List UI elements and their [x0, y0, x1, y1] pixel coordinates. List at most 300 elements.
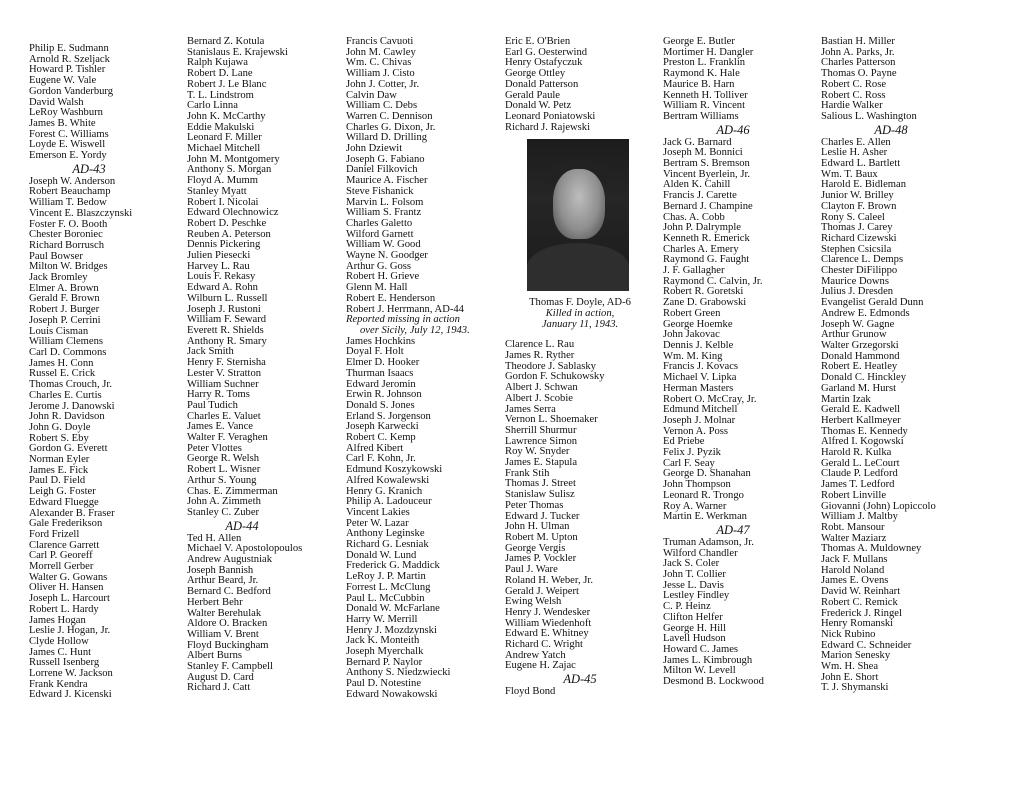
name-entry: William R. Vincent: [663, 100, 746, 112]
name-entry: Robert J. Burger: [29, 304, 100, 316]
name-entry: Joseph W. Anderson: [29, 175, 116, 187]
name-entry: Robert J. Le Blanc: [187, 78, 267, 90]
name-entry: William C. Debs: [346, 100, 418, 112]
name-entry: Ted H. Allen: [187, 532, 242, 544]
name-entry: Harvey L. Rau: [187, 260, 250, 272]
name-entry: Walter Maziarz: [821, 532, 887, 544]
name-entry: Arthur Grunow: [821, 329, 887, 341]
name-entry: George E. Butler: [663, 36, 735, 47]
name-entry: Stanley F. Campbell: [187, 661, 273, 673]
portrait-shoulders: [527, 243, 629, 291]
name-entry: James H. Conn: [29, 357, 94, 369]
name-entry: William S. Frantz: [346, 207, 422, 219]
name-entry: Edmund Mitchell: [663, 404, 738, 416]
name-entry: Henry F. Sternisha: [187, 357, 266, 369]
name-entry: Anthony S. Morgan: [187, 164, 272, 176]
name-entry: Philip E. Sudmann: [29, 43, 109, 54]
name-entry: Edward J. Kicenski: [29, 689, 112, 701]
name-entry: Carl D. Commons: [29, 346, 107, 358]
name-entry: John M. Montgomery: [187, 153, 280, 165]
name-entry: Maurice A. Fischer: [346, 175, 428, 187]
name-entry: Philip A. Ladouceur: [346, 496, 432, 508]
name-entry: Felix J. Pyzik: [663, 447, 721, 459]
name-entry: Russell Isenberg: [29, 657, 100, 669]
name-entry: Raymond K. Hale: [663, 68, 740, 80]
name-list: [29, 44, 179, 162]
name-entry: Robt. Mansour: [821, 521, 885, 533]
name-entry: Andrew Yatch: [505, 649, 566, 661]
name-entry: Hardie Walker: [821, 100, 883, 112]
name-entry: Henry Ostafyczuk: [505, 57, 583, 69]
name-entry: Chester DiFilippo: [821, 265, 898, 277]
name-entry: Reuben A. Peterson: [187, 228, 271, 240]
name-entry: Wm. H. Shea: [821, 661, 879, 673]
name-entry: Frank Stih: [505, 467, 550, 479]
name-entry: Francis J. Carette: [663, 190, 737, 202]
name-entry: J. F. Gallagher: [663, 265, 725, 277]
name-entry: Vernon A. Poss: [663, 425, 729, 437]
name-entry: Aldore O. Bracken: [187, 618, 268, 630]
name-entry: Paul J. Ware: [505, 564, 558, 576]
name-entry: Henry J. Wendesker: [505, 606, 591, 618]
section-header-ad-46: AD-46: [716, 122, 750, 137]
name-entry: James E. Vance: [187, 421, 253, 433]
name-entry: C. P. Heinz: [663, 601, 711, 613]
name-entry: Calvin Daw: [346, 89, 397, 101]
name-entry: William Wiedenhoft: [505, 617, 592, 629]
name-list: [505, 340, 657, 672]
name-entry: David W. Reinhart: [821, 586, 901, 598]
name-entry: Henry J. Mozdzynski: [346, 624, 437, 636]
name-entry: Jack K. Monteith: [346, 635, 420, 647]
name-entry: Walter Grzegorski: [821, 339, 899, 351]
name-entry: John A. Zimmeth: [187, 496, 261, 508]
portrait-face: [553, 169, 605, 239]
name-entry: James L. Kimbrough: [663, 654, 753, 666]
name-entry: George D. Shanahan: [663, 468, 751, 480]
name-entry: Edward Olechnowicz: [187, 207, 279, 219]
name-entry: Julien Piesecki: [187, 250, 251, 262]
name-entry: Oliver H. Hansen: [29, 582, 104, 594]
name-entry: Frederick J. Ringel: [821, 607, 902, 619]
name-entry: William Suchner: [187, 378, 259, 390]
name-entry: LeRoy Washburn: [29, 107, 103, 119]
name-entry: Paul D. Field: [29, 475, 86, 487]
name-entry: William J. Maltby: [821, 511, 898, 523]
name-entry: Evangelist Gerald Dunn: [821, 297, 924, 309]
name-entry: Robert R. Goretski: [663, 286, 744, 298]
name-entry: Anthony S. Niedzwiecki: [346, 667, 451, 679]
name-entry: Robert E. Henderson: [346, 292, 436, 304]
name-entry: Ford Frizell: [29, 528, 80, 540]
name-entry: Earl G. Oesterwind: [505, 46, 588, 58]
name-entry: David Walsh: [29, 96, 84, 108]
name-entry: Stanislaw Sulisz: [505, 489, 575, 501]
name-entry: Warren C. Dennison: [346, 110, 433, 122]
name-entry: Robert D. Peschke: [187, 217, 267, 229]
name-entry: Norman Eyler: [29, 454, 90, 466]
name-entry: Ed Priebe: [663, 436, 705, 448]
name-entry: Floyd Buckingham: [187, 639, 269, 651]
name-entry: Ralph Kujawa: [187, 57, 248, 69]
name-entry: Robert J. Herrmann, AD-44: [346, 303, 464, 315]
memorial-portrait-photo: [527, 139, 629, 291]
name-entry: Raymond G. Faught: [663, 254, 750, 266]
name-entry: William V. Brent: [187, 628, 259, 640]
name-entry: Thomas Crouch, Jr.: [29, 379, 112, 391]
name-entry: Donald C. Hinckley: [821, 372, 907, 384]
name-entry: Truman Adamson, Jr.: [663, 536, 754, 548]
name-entry: Nick Rubino: [821, 628, 876, 640]
name-entry: James E. Fick: [29, 464, 89, 476]
name-entry: Gerald F. Brown: [29, 293, 100, 305]
name-entry: James E. Stapula: [505, 457, 578, 469]
name-entry: Robert D. Lane: [187, 68, 253, 80]
name-entry: George R. Welsh: [187, 453, 260, 465]
name-entry: James Hogan: [29, 614, 86, 626]
name-entry: Edward E. Whitney: [505, 628, 589, 640]
name-entry: Gerald Paule: [505, 89, 561, 101]
name-entry: Desmond B. Lockwood: [663, 676, 764, 688]
missing-note-line-2: over Sicily, July 12, 1943.: [360, 324, 470, 336]
name-entry: Leonard Poniatowski: [505, 110, 596, 122]
name-entry: Michael V. Lipka: [663, 372, 737, 384]
section-header-ad-45: AD-45: [563, 672, 597, 687]
name-entry: Wayne N. Goodger: [346, 250, 428, 262]
name-entry: Wilford Chandler: [663, 547, 738, 559]
name-entry: Edward Nowakowski: [346, 688, 438, 700]
name-entry: Paul Bowser: [29, 250, 83, 262]
name-entry: Richard Borrusch: [29, 239, 105, 251]
name-entry: Vincent E. Blaszczynski: [29, 207, 133, 219]
name-entry: Glenn M. Hall: [346, 282, 408, 294]
name-entry: James B. White: [29, 117, 96, 129]
name-entry: August D. Card: [187, 671, 254, 683]
name-entry: Wm. C. Chivas: [346, 57, 412, 69]
name-entry: Everett R. Shields: [187, 324, 264, 336]
name-entry: James Serra: [505, 403, 556, 415]
name-entry: Robert C. Kemp: [346, 432, 416, 444]
name-entry: Robert Linville: [821, 489, 887, 501]
name-list: [821, 138, 991, 695]
name-entry: William F. Seward: [187, 314, 267, 326]
name-entry: Vernon L. Shoemaker: [505, 414, 598, 426]
name-entry: Eric E. O'Brien: [505, 36, 571, 47]
name-entry: Bertram Williams: [663, 110, 739, 122]
name-entry: Jack Smith: [187, 346, 234, 358]
name-entry: George Hoemke: [663, 318, 733, 330]
name-entry: John Dziewit: [346, 143, 403, 155]
name-entry: Joseph G. Fabiano: [346, 153, 425, 165]
name-list: [187, 534, 337, 695]
name-entry: James T. Ledford: [821, 479, 895, 491]
name-entry: Frank Kendra: [29, 678, 88, 690]
name-entry: Carlo Linna: [187, 100, 238, 112]
name-entry: Lorrene W. Jackson: [29, 668, 113, 680]
column-3: [346, 37, 498, 701]
name-entry: Peter Vlottes: [187, 442, 242, 454]
name-entry: Richard C. Wright: [505, 639, 583, 651]
name-entry: Donald W. Lund: [346, 549, 417, 561]
name-entry: Edward Fluegge: [29, 496, 99, 508]
name-entry: Richard G. Lesniak: [346, 539, 429, 551]
name-entry: Edward C. Schneider: [821, 639, 912, 651]
name-entry: Alfred I. Kogowski: [821, 436, 904, 448]
name-entry: Wm. T. Baux: [821, 168, 878, 180]
name-entry: Julius J. Dresden: [821, 286, 894, 298]
name-entry: Dennis J. Kelble: [663, 339, 734, 351]
name-entry: Alfred Kibert: [346, 442, 404, 454]
name-list: [663, 37, 815, 123]
name-entry: Kenneth R. Emerick: [663, 232, 750, 244]
name-entry: James P. Vockler: [505, 553, 577, 565]
name-entry: Clyde Hollow: [29, 635, 89, 647]
name-entry: Carl P. Georeff: [29, 550, 93, 562]
name-entry: John G. Doyle: [29, 421, 91, 433]
name-entry: Leslie H. Asher: [821, 147, 888, 159]
name-entry: Charles G. Dixon, Jr.: [346, 121, 436, 133]
name-entry: Stanislaus E. Krajewski: [187, 46, 288, 58]
name-entry: Robert L. Wisner: [187, 464, 261, 476]
name-entry: Bernard C. Bedford: [187, 586, 271, 598]
section-header-ad-43: AD-43: [72, 161, 106, 176]
name-entry: Willard D. Drilling: [346, 132, 428, 144]
name-entry: Robert Green: [663, 307, 721, 319]
name-entry: Clarence L. Demps: [821, 254, 904, 266]
name-entry: John R. Davidson: [29, 411, 105, 423]
name-entry: Stephen Csicsila: [821, 243, 892, 255]
name-entry: Robert L. Hardy: [29, 603, 99, 615]
photo-caption: [505, 297, 655, 330]
name-list: [663, 138, 815, 523]
name-entry: Francis J. Kovacs: [663, 361, 739, 373]
name-entry: Russel E. Crick: [29, 368, 96, 380]
name-entry: Marvin L. Folsom: [346, 196, 424, 208]
name-entry: Joseph J. Molnar: [663, 414, 736, 426]
name-entry: Harold R. Kulka: [821, 447, 892, 459]
name-entry: Milton W. Levell: [663, 665, 736, 677]
name-entry: Walter G. Gowans: [29, 571, 108, 583]
name-entry: Maurice B. Harn: [663, 78, 735, 90]
name-list: [505, 37, 657, 133]
name-entry: Harry R. Toms: [187, 389, 250, 401]
name-entry: Albert J. Schwan: [505, 382, 578, 394]
name-entry: Giovanni (John) Lopiccolo: [821, 500, 936, 512]
name-entry: Arthur S. Young: [187, 474, 257, 486]
name-entry: Wilburn L. Russell: [187, 292, 268, 304]
name-entry: Edward Jeromin: [346, 378, 416, 390]
name-entry: John M. Cawley: [346, 46, 416, 58]
name-entry: Gordon F. Schukowsky: [505, 371, 605, 383]
name-entry: Michael Mitchell: [187, 143, 261, 155]
name-entry: Arthur G. Goss: [346, 260, 412, 272]
name-list: [505, 687, 657, 698]
name-entry: Edmund Koszykowski: [346, 464, 443, 476]
name-entry: Joseph Bannish: [187, 564, 254, 576]
name-entry: Andrew E. Edmonds: [821, 307, 910, 319]
name-entry: Carl F. Kohn, Jr.: [346, 453, 416, 465]
name-entry: T. L. Lindstrom: [187, 89, 254, 101]
name-entry: Bernard Z. Kotula: [187, 36, 265, 47]
name-entry: Robert S. Eby: [29, 432, 89, 444]
name-entry: Forest C. Williams: [29, 128, 109, 140]
name-entry: William T. Bedow: [29, 197, 107, 209]
name-entry: John A. Parks, Jr.: [821, 46, 895, 58]
name-entry: Alden K. Cahill: [663, 179, 731, 191]
name-entry: Albert J. Scobie: [505, 392, 573, 404]
name-entry: Jesse L. Davis: [663, 579, 724, 591]
name-entry: Bertram S. Bremson: [663, 158, 750, 170]
name-entry: Herbert Kallmeyer: [821, 414, 901, 426]
name-entry: Robert I. Nicolai: [187, 196, 259, 208]
name-entry: John Thompson: [663, 479, 731, 491]
name-entry: Garland M. Hurst: [821, 382, 897, 394]
name-entry: Jack S. Coler: [663, 558, 720, 570]
name-entry: Wilford Garnett: [346, 228, 414, 240]
name-entry: Bernard P. Naylor: [346, 656, 423, 668]
name-entry: Doyal F. Holt: [346, 346, 404, 358]
name-entry: Paul L. McCubbin: [346, 592, 425, 604]
name-entry: Peter Thomas: [505, 499, 564, 511]
name-entry: Thomas J. Carey: [821, 222, 893, 234]
name-entry: Richard J. Rajewski: [505, 121, 591, 133]
name-entry: Clarence Garrett: [29, 539, 100, 551]
name-entry: Jerome J. Danowski: [29, 400, 115, 412]
name-entry: Marion Senesky: [821, 650, 891, 662]
column-6: [821, 37, 991, 694]
column-2: [187, 37, 337, 694]
name-entry: Joseph L. Harcourt: [29, 593, 110, 605]
name-entry: Roy A. Warner: [663, 500, 727, 512]
missing-note-line-1: Reported missing in action: [346, 314, 460, 326]
name-entry: Roland H. Weber, Jr.: [505, 574, 593, 586]
caption-status: Killed in action,: [545, 308, 615, 320]
name-entry: Paul Tudich: [187, 399, 238, 411]
name-list: [663, 538, 815, 688]
name-entry: Junior W. Brilley: [821, 190, 894, 202]
name-entry: Elmer D. Hooker: [346, 357, 420, 369]
name-entry: Carl F. Seay: [663, 457, 715, 469]
name-entry: Elmer A. Brown: [29, 282, 99, 294]
name-entry: Bernard J. Champine: [663, 200, 753, 212]
name-entry: Thomas O. Payne: [821, 68, 897, 80]
name-entry: Leonard F. Miller: [187, 132, 262, 144]
name-entry: John J. Cotter, Jr.: [346, 78, 420, 90]
name-entry: Alexander B. Fraser: [29, 507, 115, 519]
name-entry: Arthur Beard, Jr.: [187, 575, 259, 587]
name-entry: Foster F. O. Booth: [29, 218, 108, 230]
name-entry: William J. Cisto: [346, 68, 415, 80]
name-entry: Vincent Byerlein, Jr.: [663, 168, 751, 180]
name-entry: Salious L. Washington: [821, 110, 917, 122]
name-entry: Harry W. Merrill: [346, 613, 418, 625]
name-entry: Steve Fishanick: [346, 185, 414, 197]
name-entry: Jack G. Barnard: [663, 136, 732, 148]
name-entry: Robert O. McCray, Jr.: [663, 393, 757, 405]
name-entry: William W. Good: [346, 239, 421, 251]
column-4: [505, 37, 657, 698]
name-entry: Stanley C. Zuber: [187, 506, 260, 518]
name-entry: Andrew Augustniak: [187, 554, 273, 566]
name-entry: Harold Noland: [821, 564, 885, 576]
name-entry: Edward J. Tucker: [505, 510, 580, 522]
name-entry: Walter F. Veraghen: [187, 432, 268, 444]
name-entry: Loyde E. Wiswell: [29, 139, 106, 151]
name-entry: Lavell Hudson: [663, 633, 726, 645]
name-entry: Robert Beauchamp: [29, 186, 111, 198]
name-entry: George H. Hill: [663, 622, 727, 634]
name-entry: Jack Bromley: [29, 272, 88, 284]
name-entry: Chas. E. Zimmerman: [187, 485, 278, 497]
name-entry: Walter Berehulak: [187, 607, 262, 619]
name-entry: Daniel Filkovich: [346, 164, 418, 176]
column-1: [29, 44, 179, 701]
name-entry: Floyd A. Mumm: [187, 175, 258, 187]
name-entry: Gerald L. LeCourt: [821, 457, 900, 469]
name-entry: Joseph Karwecki: [346, 421, 419, 433]
name-entry: Mortimer H. Dangler: [663, 46, 754, 58]
name-entry: Donald Patterson: [505, 78, 579, 90]
name-entry: Robert C. Rose: [821, 78, 887, 90]
name-entry: John H. Ulman: [505, 521, 570, 533]
name-entry: Floyd Bond: [505, 686, 556, 698]
name-entry: Eugene H. Zajac: [505, 660, 576, 672]
name-entry: Donald Hammond: [821, 350, 900, 362]
name-entry: Henry Romanski: [821, 618, 894, 630]
name-list: [29, 177, 179, 701]
name-entry: Donald S. Jones: [346, 399, 415, 411]
name-entry: James E. Ovens: [821, 575, 889, 587]
name-entry: Alfred Kowalewski: [346, 474, 430, 486]
column-5: [663, 37, 815, 688]
name-entry: Charles A. Emery: [663, 243, 739, 255]
name-entry: Kenneth H. Tolliver: [663, 89, 748, 101]
name-entry: Leonard R. Trongo: [663, 489, 744, 501]
name-entry: James Hochkins: [346, 335, 416, 347]
name-entry: Henry G. Kranich: [346, 485, 423, 497]
name-entry: LeRoy J. P. Martin: [346, 571, 426, 583]
name-entry: Zane D. Grabowski: [663, 297, 747, 309]
name-entry: Emerson E. Yordy: [29, 150, 107, 162]
name-entry: Howard C. James: [663, 643, 739, 655]
name-entry: Erland S. Jorgenson: [346, 410, 431, 422]
name-entry: Stanley Myatt: [187, 185, 247, 197]
name-entry: Anthony R. Smary: [187, 335, 267, 347]
name-entry: Erwin R. Johnson: [346, 389, 422, 401]
name-entry: Frederick G. Maddick: [346, 560, 440, 572]
name-entry: Claude P. Ledford: [821, 468, 898, 480]
name-entry: Anthony Leginske: [346, 528, 425, 540]
name-entry: Martin E. Werkman: [663, 511, 747, 523]
name-entry: Louis Cisman: [29, 325, 89, 337]
name-entry: Clarence L. Rau: [505, 339, 575, 351]
name-entry: Michael V. Apostolopoulos: [187, 543, 303, 555]
name-entry: Chas. A. Cobb: [663, 211, 725, 223]
name-entry: T. J. Shymanski: [821, 682, 889, 694]
name-entry: William Clemens: [29, 336, 104, 348]
name-entry: Jack F. Mullans: [821, 554, 888, 566]
name-entry: Robert M. Upton: [505, 531, 578, 543]
name-entry: John P. Dalrymple: [663, 222, 741, 234]
name-entry: Herman Masters: [663, 382, 734, 394]
name-entry: James R. Ryther: [505, 350, 575, 362]
name-entry: Joseph P. Cerrini: [29, 314, 101, 326]
name-entry: Clayton F. Brown: [821, 200, 897, 212]
name-entry: Wm. M. King: [663, 350, 723, 362]
name-entry: Donald W. Petz: [505, 100, 572, 112]
section-header-ad-47: AD-47: [716, 522, 750, 537]
name-list: [821, 37, 991, 123]
